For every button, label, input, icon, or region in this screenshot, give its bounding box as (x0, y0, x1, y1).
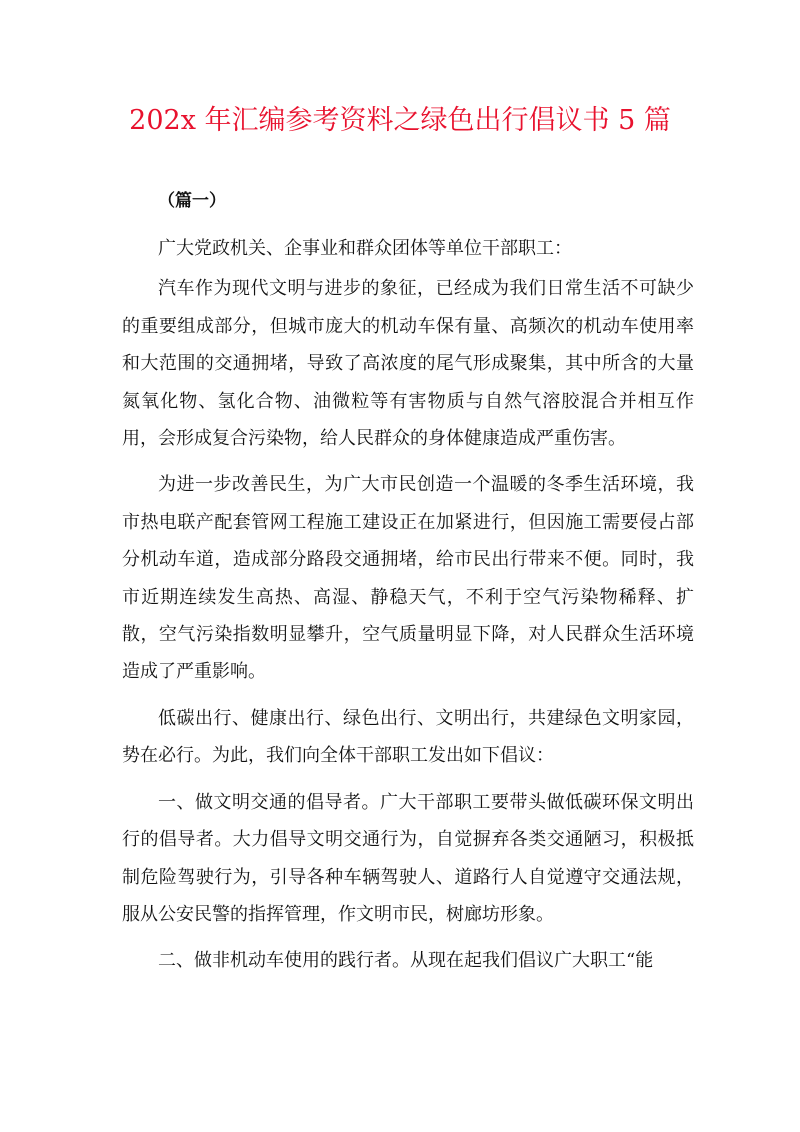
document-title: 202x 年汇编参考资料之绿色出行倡议书 5 篇 (129, 105, 671, 136)
greeting-paragraph: 广大党政机关、企事业和群众团体等单位干部职工： (158, 238, 572, 259)
section-label: （篇一） (158, 191, 226, 211)
body-paragraph: 汽车作为现代文明与进步的象征，已经成为我们日常生活不可缺少的重要组成部分，但城市庞大的机动车保有量、高频次的机动车使用率和大范围的交通拥堵，导致了高浓度的尾气形成聚集，其中所含的大量氮氧化物、氢化合物、油微粒等有害物质与自然气溶胶混合并相互作用，会形成复合污染物，给人民群众的身体健康造成严重伤害。 (122, 278, 694, 450)
body-paragraph: 为进一步改善民生，为广大市民创造一个温暖的冬季生活环境，我市热电联产配套管网工程施工建设正在加紧进行，但因施工需要侵占部分机动车道，造成部分路段交通拥堵，给市民出行带来不便。同时，我市近期连续发生高热、高湿、静稳天气，不利于空气污染物稀释、扩散，空气污染指数明显攀升，空气质量明显下降，对人民群众生活环境造成了严重影响。 (122, 474, 694, 683)
document-body (122, 230, 694, 989)
body-paragraph: 一、做文明交通的倡导者。广大干部职工要带头做低碳环保文明出行的倡导者。大力倡导文明交通行为，自觉摒弃各类交通陋习，积极抵制危险驾驶行为，引导各种车辆驾驶人、道路行人自觉遵守交通法规，服从公安民警的指挥管理，作文明市民，树廊坊形象。 (122, 791, 694, 925)
body-paragraph: 二、做非机动车使用的践行者。从现在起我们倡议广大职工“能 (158, 950, 654, 972)
body-paragraph: 低碳出行、健康出行、绿色出行、文明出行，共建绿色文明家园，势在必行。为此，我们向全体干部职工发出如下倡议： (122, 707, 694, 767)
